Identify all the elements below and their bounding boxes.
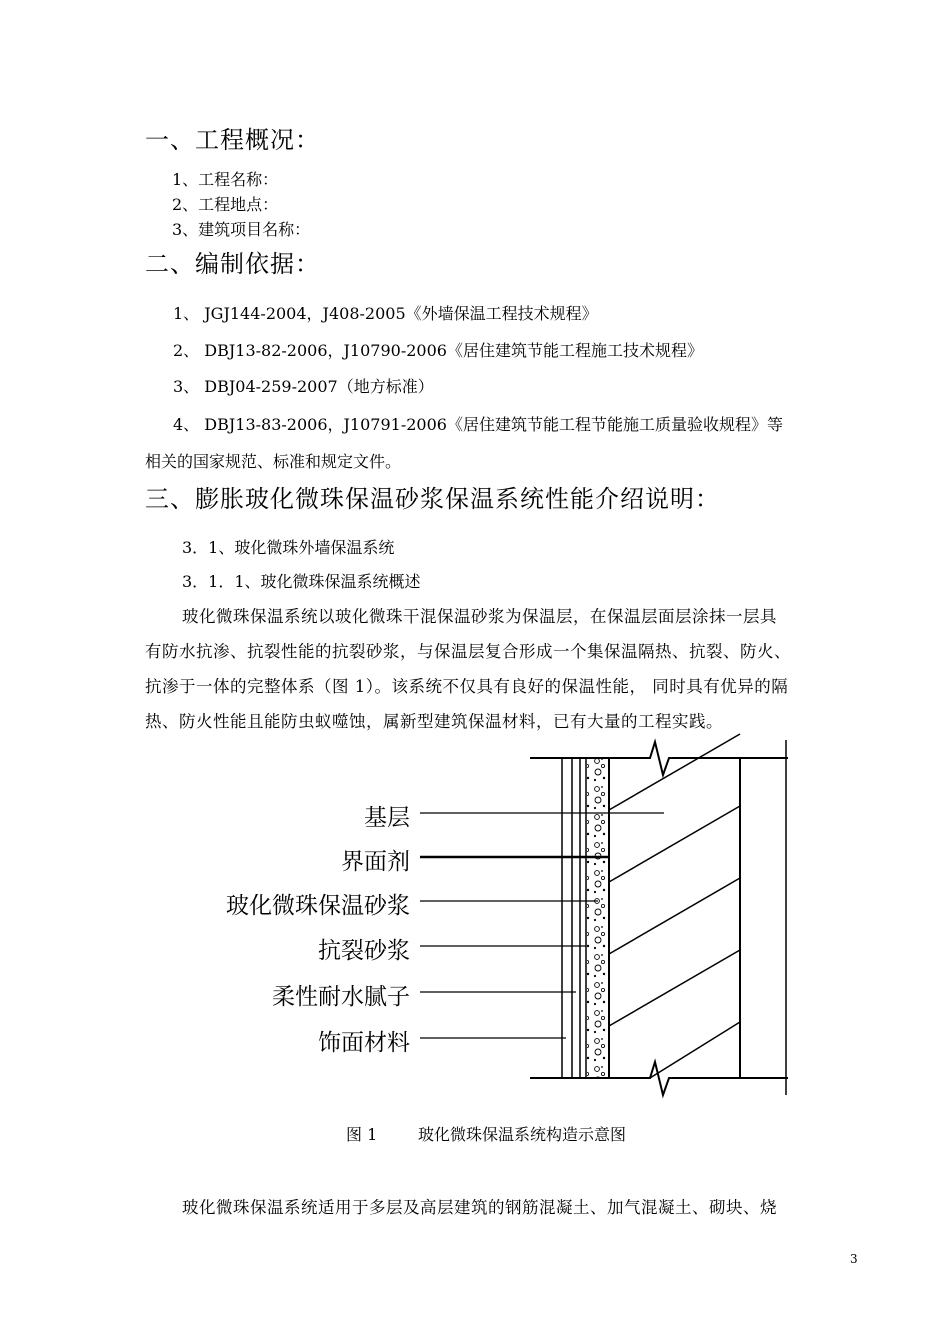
base-wall-hatch [609, 734, 740, 1078]
insulation-mortar-layer [587, 758, 609, 1078]
bottom-boundary-line [530, 1062, 788, 1095]
section-2-item: 2、 DBJ13-82-2006，J10790-2006《居住建筑节能工程施工技术规程》 [173, 341, 703, 360]
section-2-item: 3、 DBJ04-259-2007（地方标准） [173, 377, 434, 396]
subsection-heading: 3．1、玻化微珠外墙保温系统 [182, 538, 395, 557]
section-1-item: 1、工程名称： [172, 170, 279, 189]
paragraph-line: 玻化微珠保温系统以玻化微珠干混保温砂浆为保温层，在保温层面层涂抹一层具 [182, 607, 777, 626]
section-2-item: 1、 JGJ144-2004，J408-2005《外墙保温工程技术规程》 [173, 304, 598, 323]
section-3-heading: 三、膨胀玻化微珠保温砂浆保温系统性能介绍说明： [145, 485, 720, 513]
section-2-heading: 二、编制依据： [145, 250, 320, 278]
label-interface-agent: 界面剂 [341, 849, 410, 875]
paragraph-line: 玻化微珠保温系统适用于多层及高层建筑的钢筋混凝土、加气混凝土、砌块、烧 [182, 1198, 777, 1217]
label-insulation-mortar: 玻化微珠保温砂浆 [226, 893, 410, 919]
section-2-continuation: 相关的国家规范、标准和规定文件。 [145, 452, 402, 471]
label-base-layer: 基层 [364, 805, 410, 831]
figure-caption-text: 玻化微珠保温系统构造示意图 [418, 1125, 627, 1144]
section-1-item: 2、工程地点： [172, 195, 279, 214]
paragraph-line: 热、防火性能且能防虫蚁噬蚀，属新型建筑保温材料，已有大量的工程实践。 [145, 712, 723, 731]
paragraph-line: 有防水抗渗、抗裂性能的抗裂砂浆，与保温层复合形成一个集保温隔热、抗裂、防火、 [145, 642, 791, 661]
page-number: 3 [850, 1252, 858, 1266]
paragraph-line: 抗渗于一体的完整体系（图 1）。该系统不仅具有良好的保温性能， 同时具有优异的隔 [145, 677, 789, 696]
section-1-heading: 一、工程概况： [145, 126, 320, 154]
label-anti-crack-mortar: 抗裂砂浆 [318, 938, 410, 964]
top-boundary-line [530, 742, 788, 775]
subsection-heading: 3．1．1、玻化微珠保温系统概述 [182, 572, 421, 591]
figure-caption-number: 图 1 [346, 1125, 378, 1144]
label-flexible-putty: 柔性耐水腻子 [272, 984, 410, 1010]
label-finish-material: 饰面材料 [318, 1030, 410, 1056]
section-2-item: 4、 DBJ13-83-2006，J10791-2006《居住建筑节能工程节能施工质量验收规程》等 [173, 415, 783, 434]
leader-lines [420, 813, 664, 1038]
section-1-item: 3、建筑项目名称： [172, 220, 311, 239]
